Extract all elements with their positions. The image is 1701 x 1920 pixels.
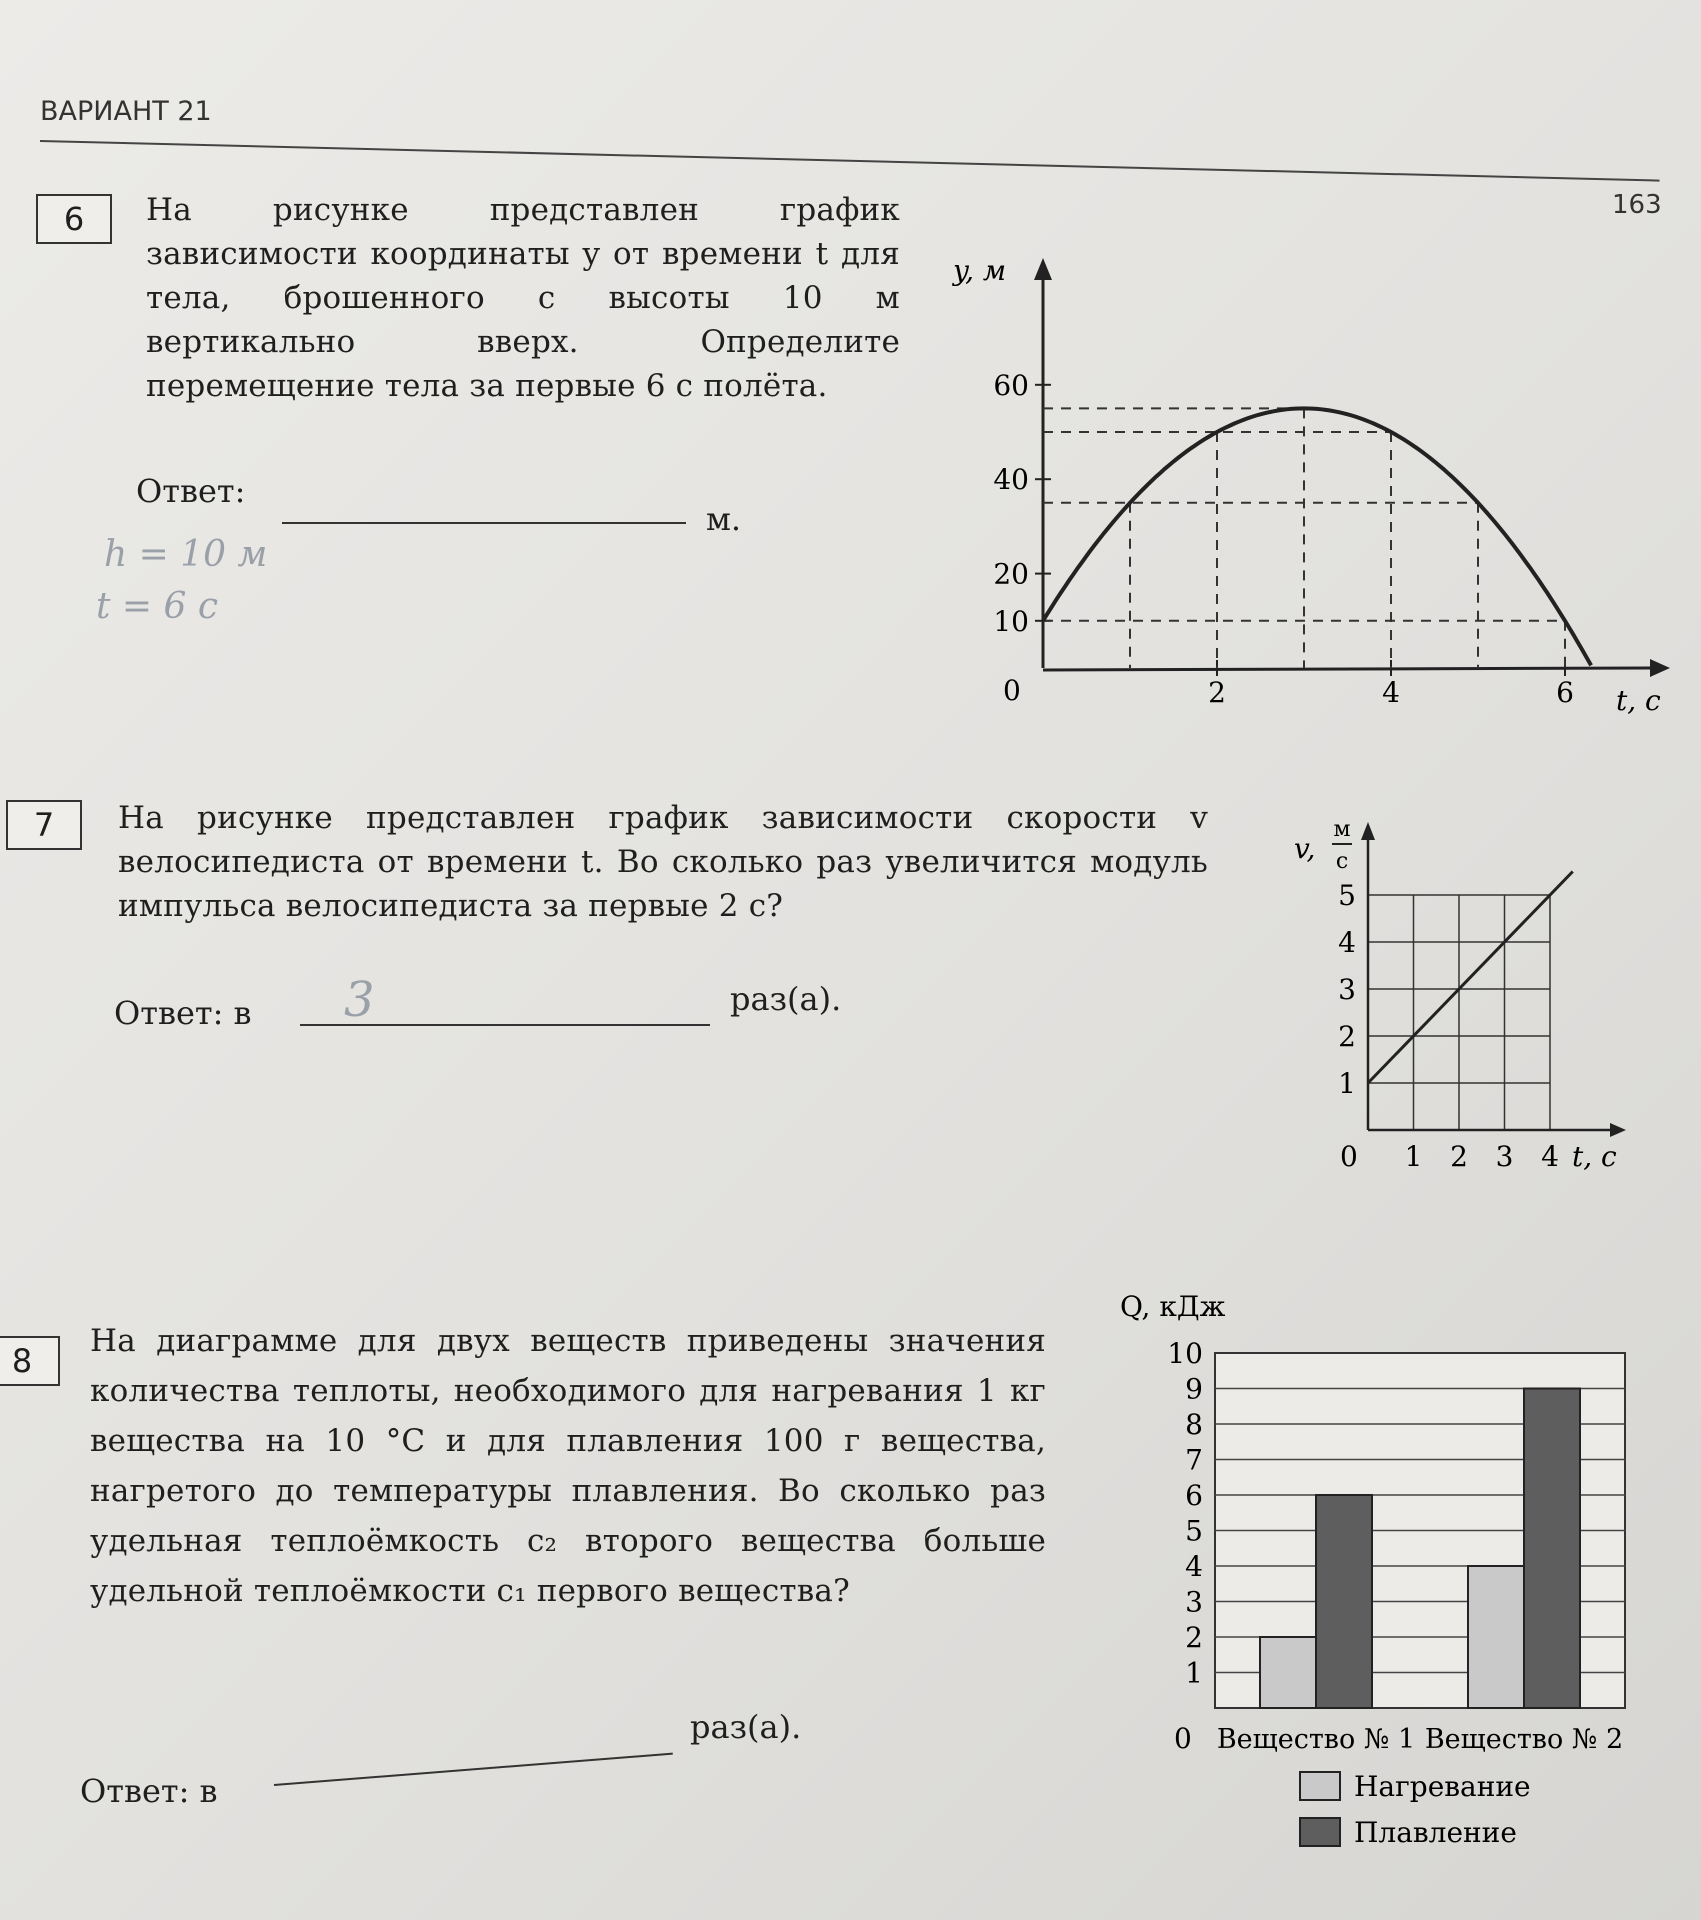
y-axis-label: v, (1294, 832, 1316, 865)
task-8-answer-field[interactable] (274, 1753, 673, 1786)
task-7-handwritten-answer: 3 (344, 972, 375, 1028)
task-8-chart (1110, 1284, 1700, 1884)
y-axis-label: Q, кДж (1120, 1290, 1226, 1323)
legend-swatch (1300, 1818, 1340, 1846)
y-tick-label: 5 (1338, 879, 1356, 912)
legend-swatch (1300, 1772, 1340, 1800)
y-unit-denominator: с (1335, 849, 1349, 874)
y-tick-label: 2 (1185, 1621, 1203, 1654)
x-tick-label: 2 (1450, 1140, 1468, 1173)
task-8-number: 8 (0, 1336, 60, 1386)
task-6-answer-field[interactable] (282, 522, 686, 524)
task-6-handwriting-1: h = 10 м (104, 534, 268, 575)
page-number: 163 (1612, 190, 1662, 220)
bar-melting (1524, 1389, 1580, 1709)
y-tick-label: 10 (993, 604, 1029, 638)
y-unit-numerator: м (1333, 817, 1351, 842)
y-tick-label: 3 (1338, 973, 1356, 1006)
category-label: Вещество № 1 (1216, 1724, 1416, 1755)
task-7-unit: раз(а). (730, 980, 842, 1018)
y-tick-label: 2 (1338, 1020, 1356, 1053)
y-tick-label: 5 (1185, 1514, 1203, 1548)
bar-heating (1260, 1637, 1316, 1708)
task-7-text: На рисунке представлен график зависимости скорости v велосипедиста от времени t. Во сколько раз увеличится модуль импульса велосипедиста за первые 2 с? (118, 800, 1208, 924)
task-8-unit: раз(а). (690, 1708, 802, 1746)
y-tick-label: 3 (1185, 1585, 1203, 1619)
x-tick-label: 6 (1556, 676, 1574, 709)
legend-label: Нагревание (1354, 1770, 1531, 1803)
x-axis-arrow (1610, 1123, 1626, 1137)
task-8-text: На диаграмме для двух веществ приведены значения количества теплоты, необходимого для нагревания 1 кг вещества на 10 °С и для плавления 100 г вещества, нагретого до температуры плавления. Во сколько раз удельная теплоёмкость c₂ второго вещества больше удельной теплоёмкости c₁ первого вещества? (90, 1323, 1046, 1609)
origin-label: 0 (1174, 1722, 1192, 1755)
origin-label: 0 (1003, 674, 1021, 707)
x-tick-label: 3 (1495, 1140, 1514, 1173)
variant-header: ВАРИАНТ 21 (40, 96, 212, 127)
x-axis-label: t, с (1572, 1140, 1617, 1173)
task-6-chart (950, 250, 1670, 730)
x-tick-label: 4 (1382, 676, 1400, 709)
task-6-text: На рисунке представлен график зависимости координаты y от времени t для тела, брошенного с высоты 10 м вертикально вверх. Определите перемещение тела за первые 6 с полёта. (146, 192, 900, 404)
x-axis-arrow (1650, 659, 1670, 677)
task-7-chart (1280, 812, 1660, 1182)
header-rule (40, 140, 1660, 182)
category-label: Вещество № 2 (1424, 1724, 1624, 1755)
y-tick-label: 60 (993, 368, 1029, 402)
y-axis-arrow (1361, 822, 1375, 840)
x-tick-label: 1 (1404, 1140, 1423, 1173)
y-axis-label: y, м (953, 254, 1007, 287)
task-7-number: 7 (6, 800, 82, 850)
legend-label: Плавление (1354, 1816, 1517, 1849)
y-tick-label: 20 (993, 557, 1029, 591)
y-tick-label: 4 (1185, 1550, 1203, 1583)
task-6-handwriting-2: t = 6 с (96, 586, 219, 627)
y-tick-label: 7 (1185, 1443, 1203, 1477)
y-tick-label: 6 (1185, 1479, 1203, 1512)
task-7-answer-label: Ответ: в (114, 994, 252, 1032)
y-tick-label: 1 (1338, 1067, 1356, 1100)
task-8-answer-label: Ответ: в (80, 1772, 218, 1810)
bar-melting (1316, 1495, 1372, 1708)
bar-heating (1468, 1566, 1524, 1708)
x-axis (1043, 668, 1650, 670)
y-tick-label: 40 (993, 463, 1029, 497)
origin-label: 0 (1340, 1140, 1358, 1173)
series-line-y (1043, 408, 1591, 665)
y-tick-label: 10 (1167, 1337, 1203, 1370)
series-line-v (1368, 872, 1573, 1084)
task-6-unit: м. (706, 500, 742, 538)
task-6-number: 6 (36, 194, 112, 244)
x-tick-label: 4 (1541, 1140, 1559, 1173)
y-axis-arrow (1034, 258, 1052, 280)
task-6-answer-label: Ответ: (136, 472, 246, 510)
x-axis-label: t, с (1616, 684, 1661, 717)
y-tick-label: 4 (1338, 926, 1356, 959)
y-tick-label: 1 (1185, 1656, 1203, 1690)
y-tick-label: 8 (1185, 1408, 1203, 1441)
y-tick-label: 9 (1185, 1372, 1203, 1406)
x-tick-label: 2 (1208, 676, 1226, 709)
